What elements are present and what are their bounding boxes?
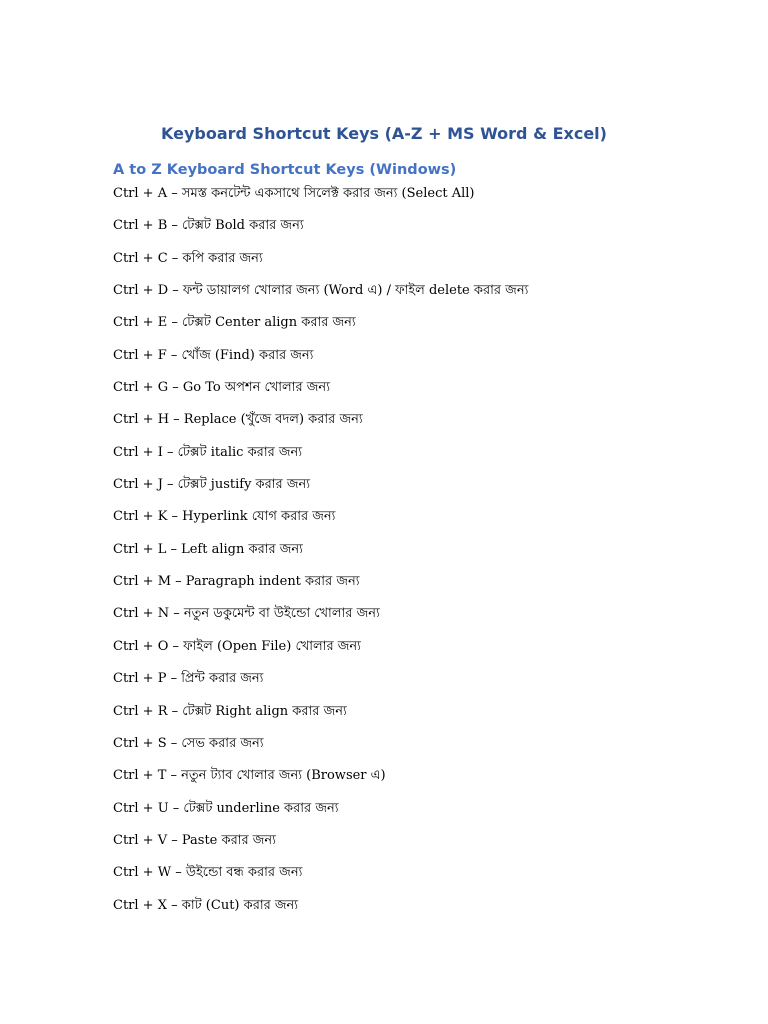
shortcut-item: Ctrl + J – টেক্সট justify করার জন্য (113, 477, 311, 493)
shortcut-item: Ctrl + C – কপি করার জন্য (113, 250, 263, 266)
section-heading: A to Z Keyboard Shortcut Keys (Windows) (113, 162, 457, 178)
document-title: Keyboard Shortcut Keys (A-Z + MS Word & Excel) (161, 124, 607, 143)
shortcut-item: Ctrl + D – ফন্ট ডায়ালগ খোলার জন্য (Word এ) / ফাইল delete করার জন্য (113, 283, 529, 299)
shortcut-item: Ctrl + I – টেক্সট italic করার জন্য (113, 444, 303, 460)
shortcut-item: Ctrl + P – প্রিন্ট করার জন্য (113, 671, 264, 687)
shortcut-item: Ctrl + M – Paragraph indent করার জন্য (113, 574, 360, 590)
shortcut-item: Ctrl + A – সমস্ত কনটেন্ট একসাথে সিলেক্ট করার জন্য (Select All) (113, 186, 475, 201)
shortcut-item: Ctrl + U – টেক্সট underline করার জন্য (113, 800, 339, 816)
shortcut-list (113, 184, 753, 928)
shortcut-item: Ctrl + V – Paste করার জন্য (113, 832, 276, 848)
shortcut-item: Ctrl + R – টেক্সট Right align করার জন্য (113, 703, 347, 719)
shortcut-item: Ctrl + K – Hyperlink যোগ করার জন্য (113, 509, 336, 525)
shortcut-item: Ctrl + L – Left align করার জন্য (113, 541, 303, 557)
shortcut-item: Ctrl + F – খোঁজ (Find) করার জন্য (113, 347, 314, 363)
shortcut-item: Ctrl + T – নতুন ট্যাব খোলার জন্য (Browser এ) (113, 768, 386, 784)
shortcut-item: Ctrl + H – Replace (খুঁজে বদল) করার জন্য (113, 412, 363, 428)
shortcut-item: Ctrl + X – কাট (Cut) করার জন্য (113, 897, 299, 913)
shortcut-item: Ctrl + O – ফাইল (Open File) খোলার জন্য (113, 638, 361, 654)
shortcut-item: Ctrl + B – টেক্সট Bold করার জন্য (113, 218, 304, 234)
shortcut-item: Ctrl + N – নতুন ডকুমেন্ট বা উইন্ডো খোলার জন্য (113, 606, 380, 622)
shortcut-item: Ctrl + E – টেক্সট Center align করার জন্য (113, 315, 356, 331)
shortcut-item: Ctrl + S – সেভ করার জন্য (113, 735, 264, 751)
shortcut-item: Ctrl + W – উইন্ডো বন্ধ করার জন্য (113, 865, 303, 881)
shortcut-item: Ctrl + G – Go To অপশন খোলার জন্য (113, 380, 330, 396)
